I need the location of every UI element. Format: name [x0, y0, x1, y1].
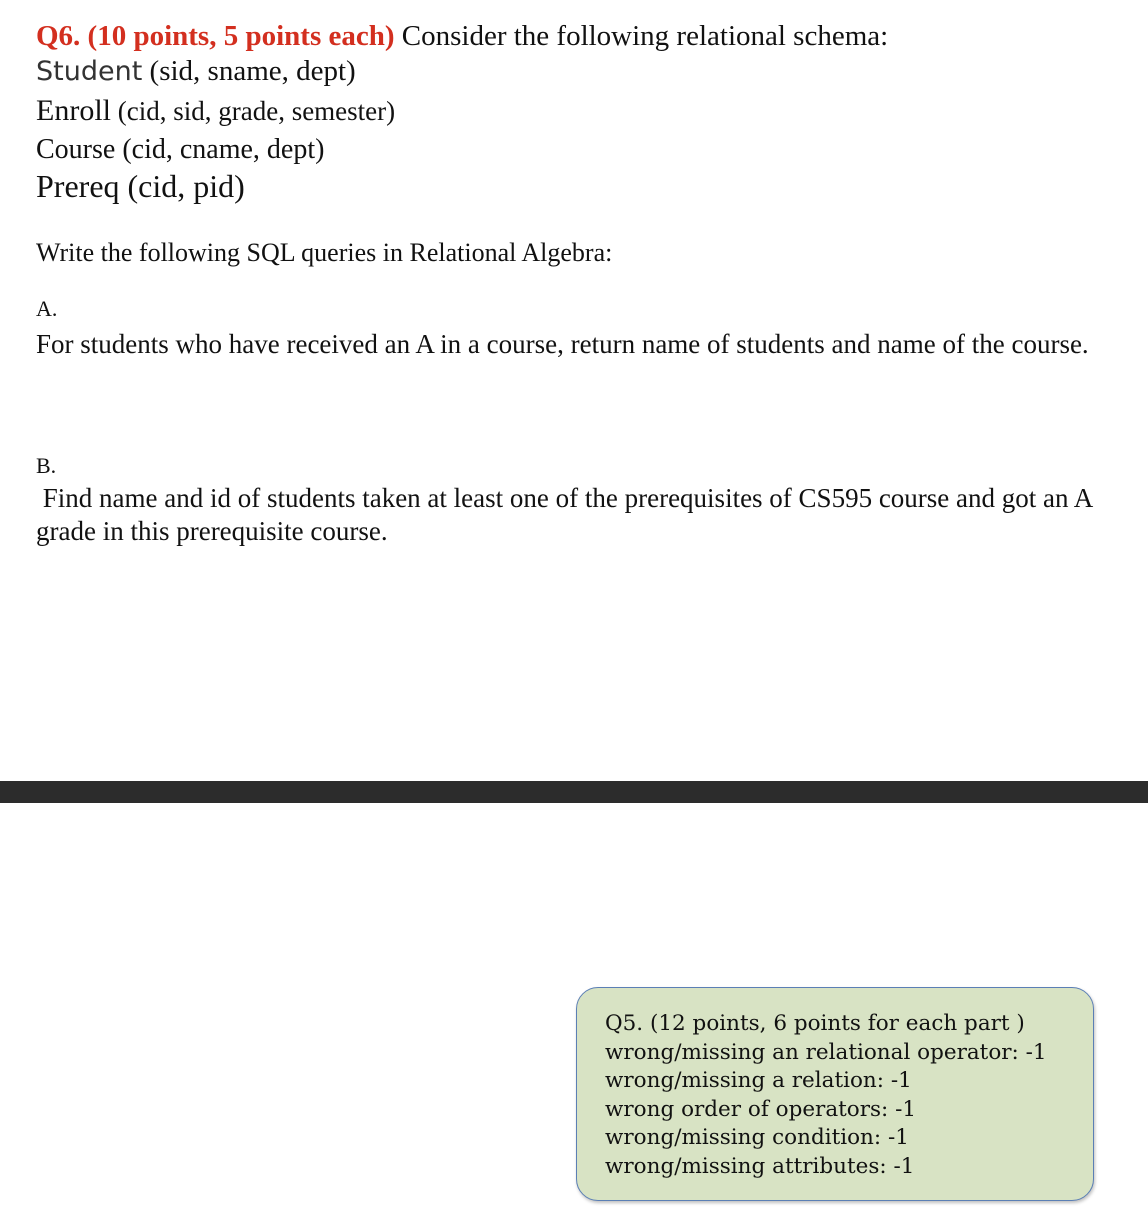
- relation-attrs-enroll: (cid, sid, grade, semester): [111, 96, 396, 126]
- relation-attrs-student: (sid, sname, dept): [142, 55, 356, 87]
- schema-prereq: [36, 170, 245, 202]
- part-a-text: For students who have received an A in a course, return name of students and name of the course.: [36, 329, 1089, 359]
- relation-name-student: Student: [36, 56, 143, 87]
- relation-name-enroll: Enroll: [36, 94, 111, 127]
- page-divider: [0, 781, 1148, 803]
- question-title: [36, 22, 888, 51]
- rubric-item: wrong/missing a relation: -1: [605, 1068, 912, 1093]
- schema-enroll: [36, 96, 395, 126]
- question-number-points: Q6. (10 points, 5 points each): [36, 20, 395, 52]
- rubric-title: Q5. (12 points, 6 points for each part ): [605, 1011, 1025, 1036]
- part-a-label: A.: [36, 296, 58, 321]
- rubric-box: [576, 987, 1094, 1201]
- schema-student: [36, 57, 356, 86]
- part-b-text-content: Find name and id of students taken at least one of the prerequisites of CS595 course and got an A grade in this prerequisite course.: [36, 483, 1092, 546]
- relation-name-course: Course: [36, 134, 116, 165]
- relation-attrs-course: (cid, cname, dept): [115, 134, 325, 165]
- rubric-item: wrong order of operators: -1: [605, 1096, 917, 1122]
- relation-name-prereq: Prereq: [36, 168, 120, 204]
- rubric-item: wrong/missing an relational operator: -1: [605, 1039, 1047, 1065]
- question-intro: Consider the following relational schema:: [394, 20, 889, 52]
- instruction-text: Write the following SQL queries in Relational Algebra:: [36, 238, 613, 267]
- rubric-item: wrong/missing condition: -1: [605, 1125, 909, 1150]
- relation-attrs-prereq: (cid, pid): [119, 168, 245, 204]
- schema-course: [36, 136, 324, 164]
- part-b-text: [36, 482, 1116, 548]
- part-b-label: B.: [36, 453, 57, 478]
- rubric-item: wrong/missing attributes: -1: [605, 1153, 915, 1179]
